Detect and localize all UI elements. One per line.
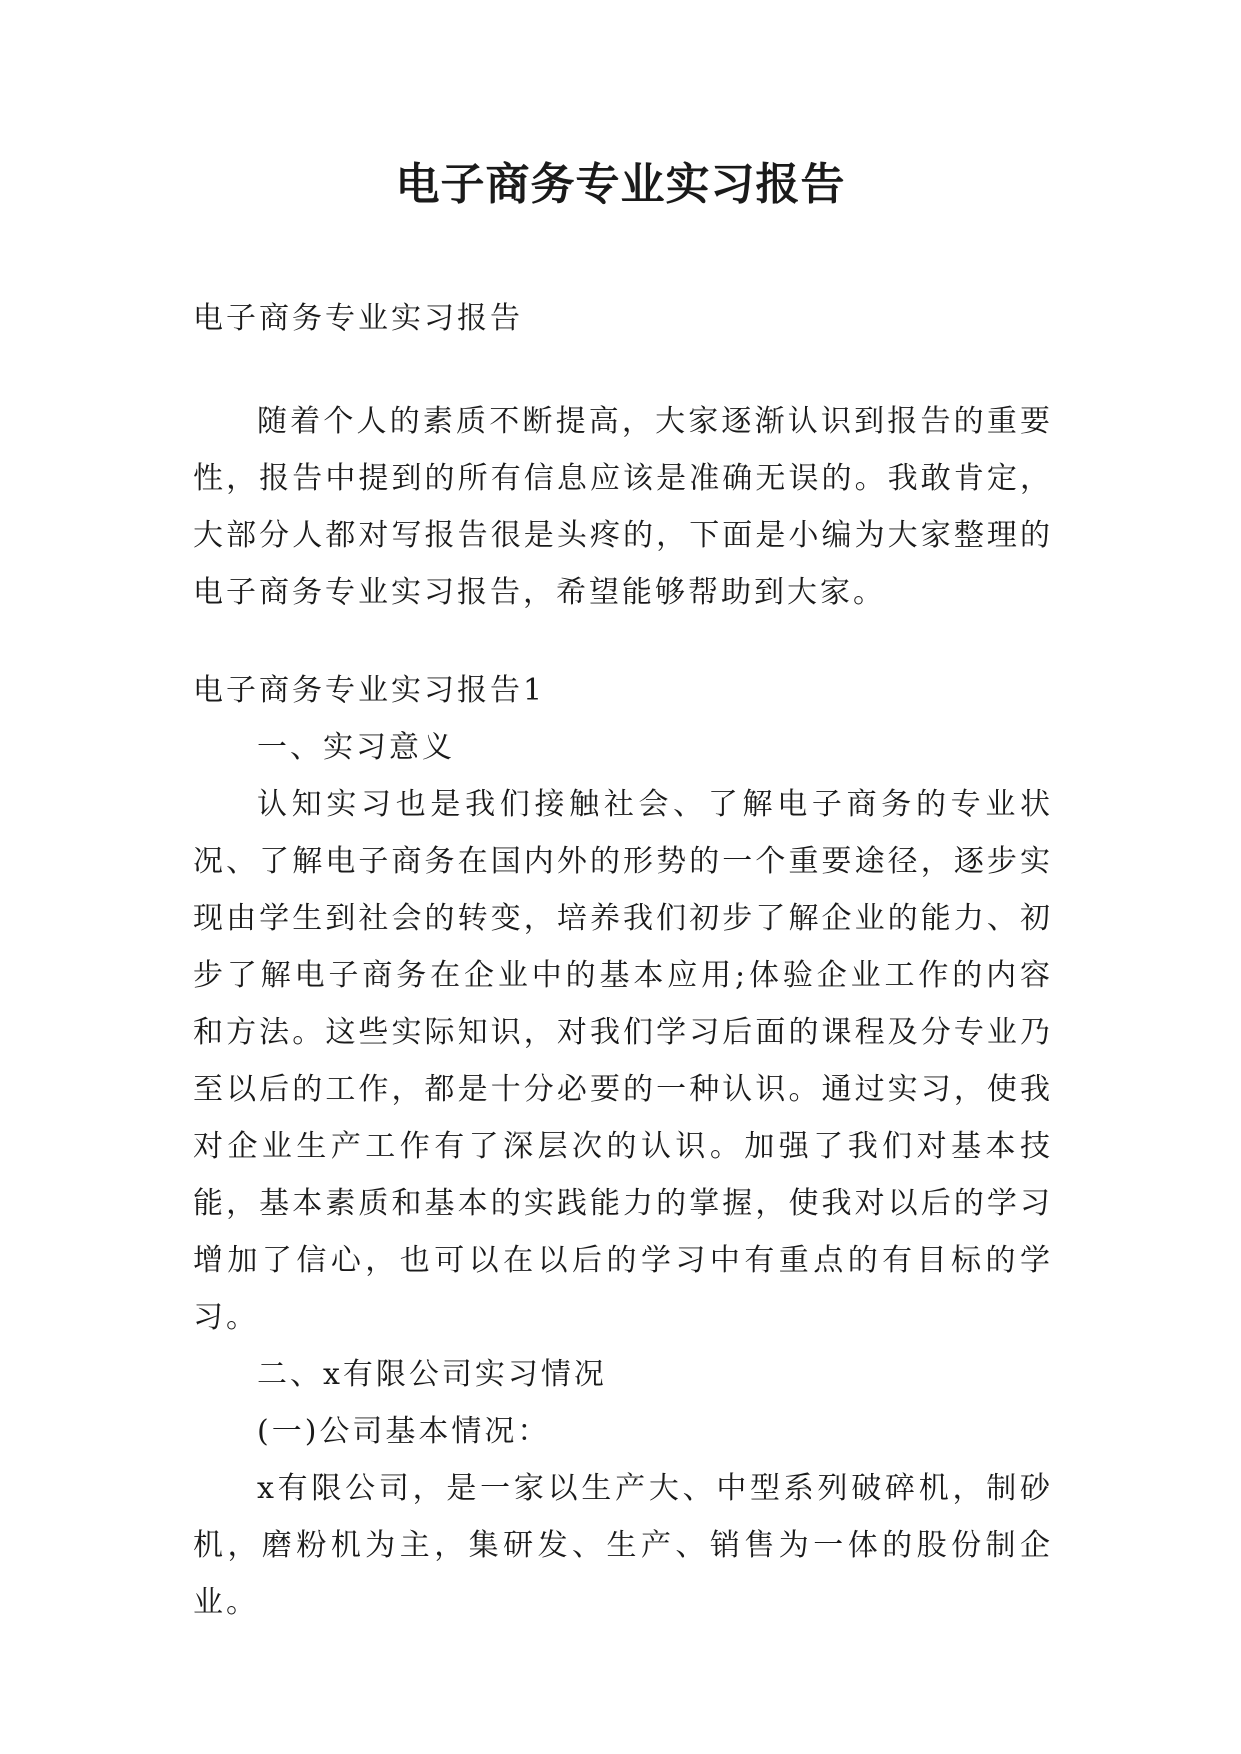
document-body: [193, 290, 1053, 1631]
section2-sub-heading: (一)公司基本情况：: [257, 1414, 551, 1449]
section2-paragraph: x有限公司，是一家以生产大、中型系列破碎机，制砂机，磨粉机为主，集研发、生产、销售为一体的股份制企业。: [193, 1471, 1053, 1620]
section2-heading: 二、x有限公司实习情况: [257, 1357, 607, 1392]
intro-paragraph: 随着个人的素质不断提高，大家逐渐认识到报告的重要性，报告中提到的所有信息应该是准确无误的。我敢肯定，大部分人都对写报告很是头疼的，下面是小编为大家整理的电子商务专业实习报告，希望能够帮助到大家。: [193, 404, 1053, 610]
section1-paragraph: 认知实习也是我们接触社会、了解电子商务的专业状况、了解电子商务在国内外的形势的一个重要途径，逐步实现由学生到社会的转变，培养我们初步了解企业的能力、初步了解电子商务在企业中的基本应用;体验企业工作的内容和方法。这些实际知识，对我们学习后面的课程及分专业乃至以后的工作，都是十分必要的一种认识。通过实习，使我对企业生产工作有了深层次的认识。加强了我们对基本技能，基本素质和基本的实践能力的掌握，使我对以后的学习增加了信心，也可以在以后的学习中有重点的有目标的学习。: [193, 787, 1053, 1335]
document-subtitle: 电子商务专业实习报告: [193, 301, 523, 336]
document-title: 电子商务专业实习报告: [395, 159, 846, 210]
report-heading: 电子商务专业实习报告1: [193, 673, 546, 708]
section1-heading: 一、实习意义: [257, 730, 455, 765]
